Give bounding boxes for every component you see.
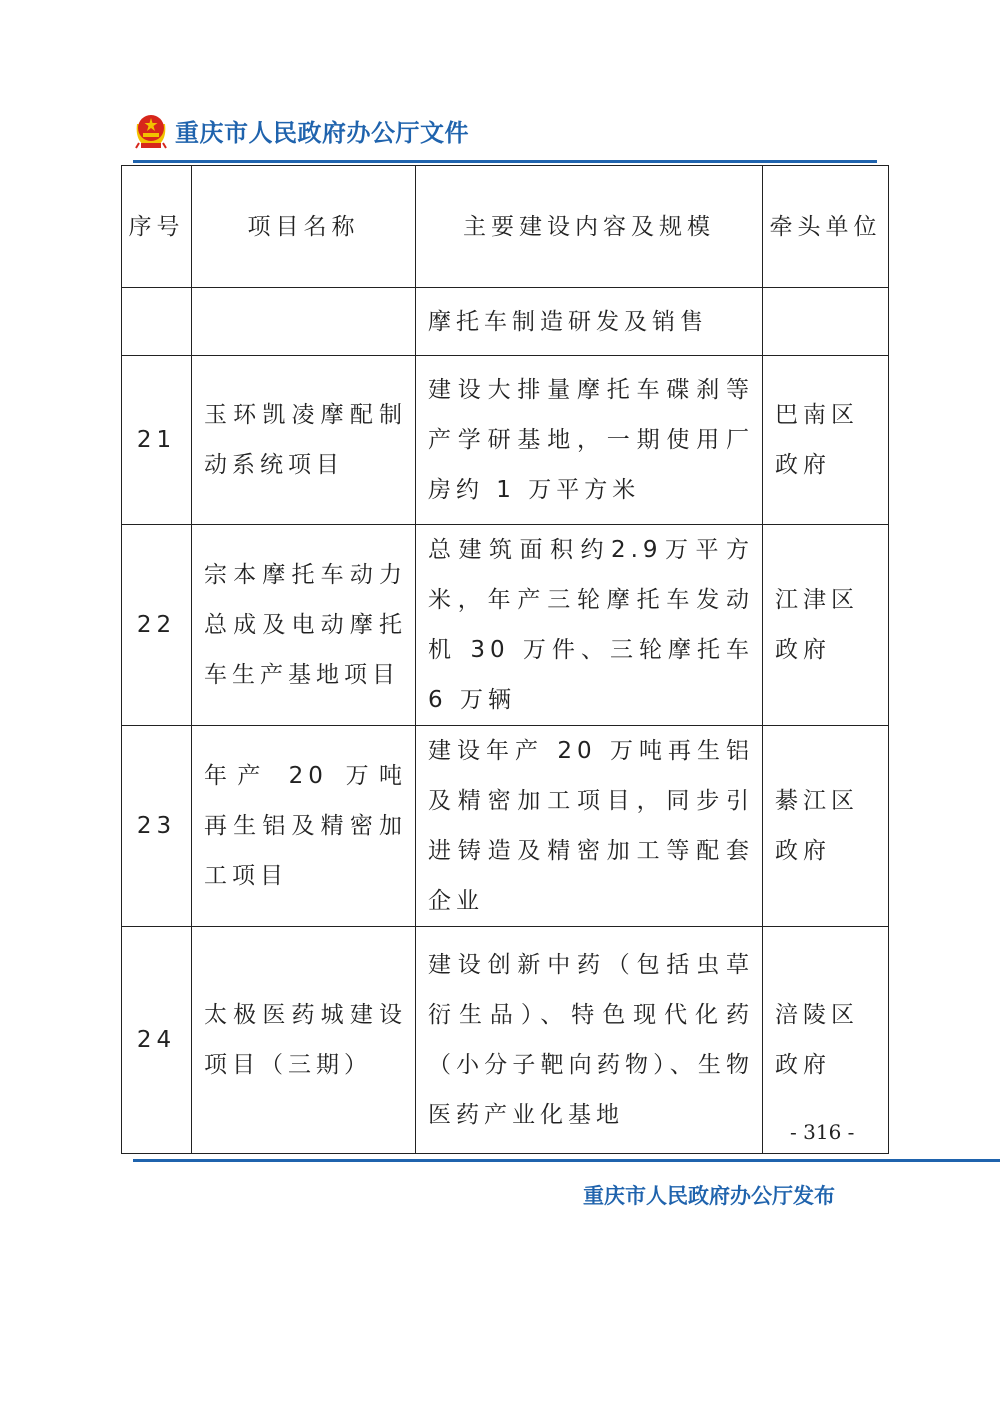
header-no: 序号: [122, 166, 192, 288]
row-lead: [763, 288, 889, 356]
document-header: [133, 110, 469, 150]
table-row: [122, 726, 889, 927]
row-lead: 江津区政府: [763, 525, 889, 726]
header-lead: 牵头单位: [763, 166, 889, 288]
table-row: [122, 356, 889, 525]
table-row: [122, 288, 889, 356]
page-number: - 316 -: [790, 1120, 855, 1144]
table-row: [122, 525, 889, 726]
row-content: 总建筑面积约2.9万平方米，年产三轮摩托车发动机 30 万件、三轮摩托车 6 万辆: [416, 525, 763, 726]
row-name: 宗本摩托车动力总成及电动摩托车生产基地项目: [192, 525, 416, 726]
row-lead: 巴南区政府: [763, 356, 889, 525]
row-content: 建设年产 20 万吨再生铝及精密加工项目，同步引进铸造及精密加工等配套企业: [416, 726, 763, 927]
header-divider: [133, 160, 877, 163]
header-content: 主要建设内容及规模: [416, 166, 763, 288]
row-no: 21: [122, 356, 192, 525]
header-title: 重庆市人民政府办公厅文件: [175, 117, 469, 147]
row-lead: 涪陵区政府: [763, 927, 889, 1154]
row-name: [192, 288, 416, 356]
row-lead: 綦江区政府: [763, 726, 889, 927]
national-emblem-icon: [133, 110, 169, 150]
row-no: 23: [122, 726, 192, 927]
row-name: 太极医药城建设项目（三期）: [192, 927, 416, 1154]
row-name: 年产 20 万吨再生铝及精密加工项目: [192, 726, 416, 927]
table-row: [122, 927, 889, 1154]
footer-divider: [133, 1159, 1000, 1162]
project-table: [121, 165, 889, 1154]
row-content: 摩托车制造研发及销售: [416, 288, 763, 356]
header-name: 项目名称: [192, 166, 416, 288]
row-no: 24: [122, 927, 192, 1154]
row-name: 玉环凯凌摩配制动系统项目: [192, 356, 416, 525]
row-content: 建设大排量摩托车碟刹等产学研基地，一期使用厂房约 1 万平方米: [416, 356, 763, 525]
table-header-row: [122, 166, 889, 288]
row-content: 建设创新中药（包括虫草衍生品）、特色现代化药（小分子靶向药物）、生物医药产业化基地: [416, 927, 763, 1154]
row-no: 22: [122, 525, 192, 726]
footer-publisher: 重庆市人民政府办公厅发布: [583, 1183, 835, 1208]
row-no: [122, 288, 192, 356]
